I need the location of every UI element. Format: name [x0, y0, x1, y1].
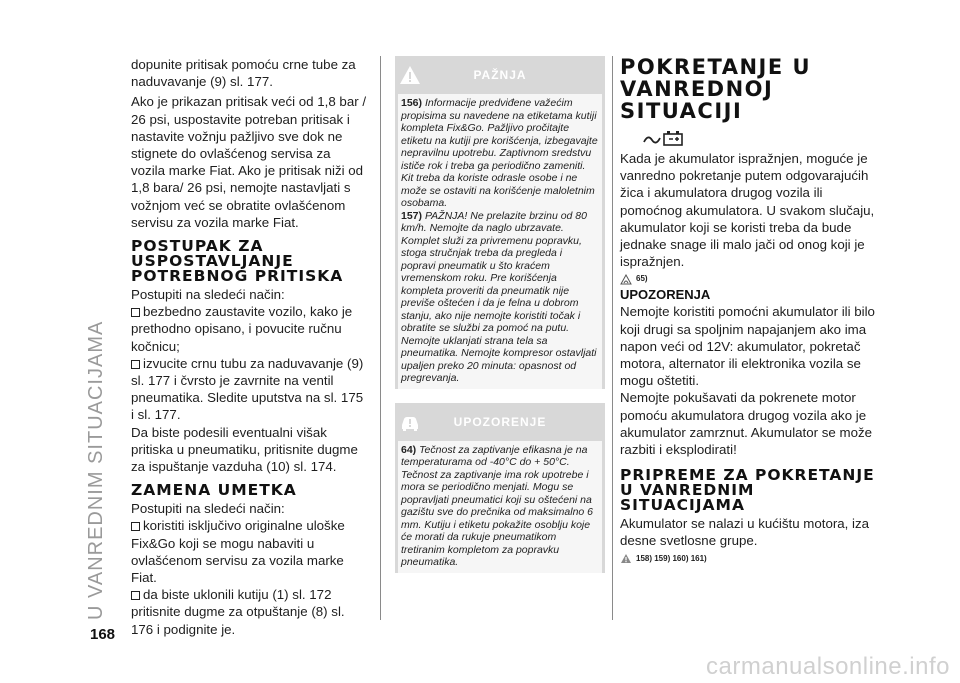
note-64: 64) Tečnost za zaptivanje efikasna je na temperaturama od -40°C do + 50°C. Tečnost za zaptivanje ima rok upotrebe i mora se periodično menjati. Mogu se popravljati pneumatici koji su oštećeni na gazištu sve do prečnika od maksimalno 6 mm. Kutiju i etiketu pokažite osoblju koje će morati da rukuje pneumatikom tretiranim kompletom za popravku pneumatika. [401, 443, 594, 568]
paragraph: Nemojte koristiti pomoćni akumulator ili bilo koji drugi sa spoljnim napajanjem ako ima napon veći od 12V: akumulator, pokretač motora, alternator ili elektronika vozila se mogu oštetiti. [620, 304, 875, 389]
warning-box-header [395, 403, 605, 441]
warning-box-title: UPOZORENJE [453, 414, 547, 429]
list-item: izvucite crnu tubu za naduvavanje (9) sl. 177 i čvrsto je zavrnite na ventil pneumatika. Sledite uputstva na sl. 175 i sl. 177. [131, 355, 364, 423]
warning-box-body [398, 441, 602, 573]
battery-jump-icon [642, 128, 686, 148]
section-heading: ZAMENA UMETKA [131, 481, 297, 500]
car-warning-icon [399, 411, 421, 433]
bullet-icon [131, 591, 140, 600]
section-heading: POSTUPAK ZA USPOSTAVLJANJE POTREBNOG PRITISKA [131, 237, 344, 286]
section-heading: PRIPREME ZA POKRETANJE U VANREDNIM SITUACIJAMA [620, 466, 875, 515]
reference-number: 158) 159) 160) 161) [636, 553, 707, 563]
bullet-icon [131, 522, 140, 531]
note-157: 157) PAŽNJA! Ne prelazite brzinu od 80 km/h. Nemojte da naglo ubrzavate. Komplet služi za privremenu popravku, stoga stručnjak treba da pregleda i popravi pneumatik u što kraćem vremenskom roku. Pre korišćenja kompleta proveriti da pneumatik nije previše oštećen i da je felna u dobrom stanju, ako nije nemojte koristiti točak i obratite se službi za pomoć na putu. Nemojte uklanjati strana tela sa pneumatika. Nemojte kompresor ostavljati upaljen preko 20 minuta: opasnost od pregrevanja. [401, 209, 597, 384]
paragraph: Akumulator se nalazi u kućištu motora, iza desne svetlosne grupe. [620, 516, 870, 549]
column-divider [612, 56, 613, 620]
warning-box [395, 403, 605, 573]
reference-number: 65) [636, 274, 648, 284]
paragraph: Postupiti na sledeći način: [131, 287, 285, 303]
warning-triangle-icon [399, 64, 421, 86]
list-item: da biste uklonili kutiju (1) sl. 172 pritisnite dugme za otpuštanje (8) sl. 176 i podignite je. [131, 587, 345, 637]
watermark: carmanualsonline.info [706, 653, 950, 680]
paragraph: Kada je akumulator ispražnjen, moguće je vanredno pokretanje putem odgovarajućih žica i akumulatora drugog vozila ili pomoćnog akumulatora. U svakom slučaju, akumulator koji se koristi treba da bude jednake snage ili malo jači od onog koji je ispražnjen. [620, 151, 875, 270]
page-number: 168 [90, 626, 116, 643]
column-divider [380, 56, 381, 620]
caution-box-header [395, 56, 605, 94]
paragraph: Da biste podesili eventualni višak pritiska u pneumatiku, pritisnite dugme za ispuštanje vazduha (10) sl. 174. [131, 424, 358, 475]
paragraph: dopunite pritisak pomoću crne tube za naduvavanje (9) sl. 177. [131, 57, 356, 90]
note-156: 156) Informacije predviđene važećim propisima su navedene na etiketama kutiji kompleta Fix&Go. Pažljivo pročitajte etiketu na kutiji pre korišćenja, izbegavajte nepravilnu upotrebu. Zaptivnom sredstvu ističe rok i treba ga periodično zameniti. Kit treba da koriste odrasle osobe i ne može se ostaviti na korišćenje maloletnim osobama. [401, 97, 598, 209]
warning-triangle-icon [620, 553, 632, 564]
reference-row [620, 273, 875, 285]
chapter-heading: POKRETANJE U VANREDNOJ SITUACIJI [620, 55, 812, 123]
column-left [131, 56, 368, 638]
list-item: bezbedno zaustavite vozilo, kako je prethodno opisano, i povucite ručnu kočnicu; [131, 304, 353, 354]
column-middle [395, 56, 605, 576]
reference-row [620, 553, 875, 565]
paragraph: Ako je prikazan pritisak veći od 1,8 bar / 26 psi, uspostavite potreban pritisak i nastavite vožnju pažljivo sve dok ne stignete do ovlašćenog servisa za vozila marke Fiat. Ako je pritisak niži od 1,8 bara/ 26 psi, nemojte nastavljati s vožnjom već se obratite ovlašćenom servisu za vozila marke Fiat. [131, 94, 367, 230]
caution-box [395, 56, 605, 389]
paragraph: Nemojte pokušavati da pokrenete motor pomoću akumulatora drugog vozila ako je akumulator zamrznut. Akumulator se može razbiti i eksplodirati! [620, 390, 873, 458]
column-right [620, 56, 875, 565]
side-section-title: U VANREDNIM SITUACIJAMA [85, 320, 107, 620]
caution-box-title: PAŽNJA [473, 68, 527, 82]
bullet-icon [131, 360, 140, 369]
caution-box-body [398, 94, 602, 389]
paragraph: Postupiti na sledeći način: [131, 501, 285, 517]
bullet-icon [131, 308, 140, 317]
list-item: koristiti isključivo originalne uloške Fix&Go koji se mogu nabaviti u ovlašćenom servisu za vozila marke Fiat. [131, 518, 345, 586]
environment-icon [620, 274, 632, 285]
warnings-heading: UPOZORENJA [620, 287, 711, 303]
